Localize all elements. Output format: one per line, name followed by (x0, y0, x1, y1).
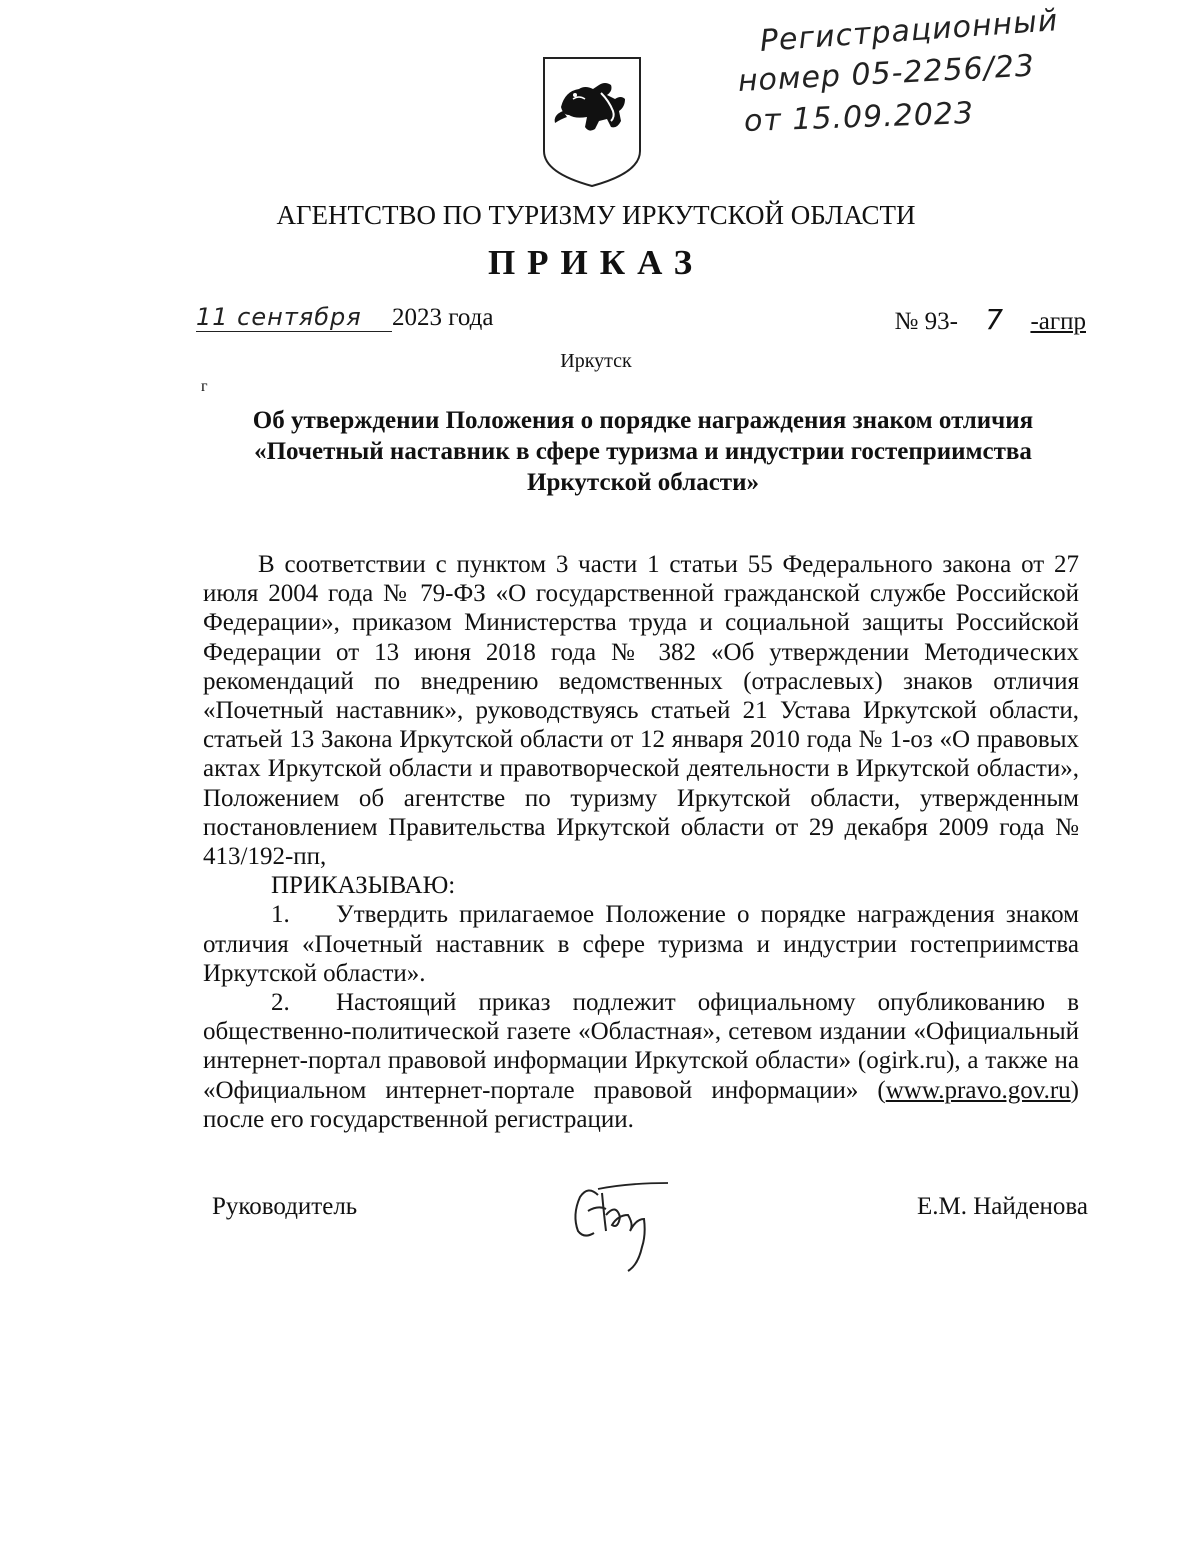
order-item-1-number: 1. (271, 901, 290, 929)
document-title-line2: «Почетный наставник в сфере туризма и индустрии гостеприимства (254, 438, 1032, 465)
order-item-2 (203, 988, 1079, 1134)
city: Иркутск (560, 350, 632, 372)
document-title-line1: Об утверждении Положения о порядке награждения знаком отличия (252, 407, 1034, 434)
order-item-2-text-end: ) после его государственной регистрации. (203, 1076, 1079, 1133)
signatory-role: Руководитель (212, 1193, 358, 1220)
order-number-suffix: -агпр (1030, 308, 1086, 335)
pravo-gov-link[interactable]: www.pravo.gov.ru (885, 1076, 1071, 1104)
irkutsk-coat-of-arms-emblem (541, 55, 643, 189)
order-item-1 (203, 900, 1079, 988)
date-number-row (196, 303, 1086, 339)
order-item-1-text: Утвердить прилагаемое Положение о порядке награждения знаком отличия «Почетный наставник в сфере туризма и индустрии гостеприимства Иркутской области». (203, 901, 1079, 987)
order-number-handwritten: 7 (985, 303, 1004, 336)
order-item-2-number: 2. (271, 989, 290, 1017)
stray-mark: г (201, 378, 208, 395)
signatory-name: Е.М. Найденова (916, 1193, 1088, 1220)
agency-name: АГЕНТСТВО ПО ТУРИЗМУ ИРКУТСКОЙ ОБЛАСТИ (276, 200, 916, 230)
registration-note-line1: Регистрационный (758, 3, 1060, 59)
document-body (203, 550, 1079, 1134)
order-number-prefix: № 93- (894, 308, 958, 335)
order-title: ПРИКАЗ (487, 243, 705, 282)
handwritten-signature (558, 1175, 678, 1275)
document-title-line3: Иркутской области» (527, 469, 759, 496)
registration-note-line3: от 15.09.2023 (743, 95, 975, 139)
registration-note-line2: номер 05-2256/23 (737, 48, 1036, 99)
order-word: ПРИКАЗЫВАЮ: (271, 872, 456, 900)
order-number (895, 303, 1087, 336)
preamble-paragraph: В соответствии с пунктом 3 части 1 статьи 55 Федерального закона от 27 июля 2004 года № 79-ФЗ «О государственной гражданской службе Российской Федерации», приказом Министерства труда и социальной защиты Российской Федерации от 13 июня 2018 года № 382 «Об утверждении Методических рекомендаций по внедрению ведомственных (отраслевых) знаков отличия «Почетный наставник», руководствуясь статьей 21 Устава Иркутской области, статьей 13 Закона Иркутской области от 12 января 2010 года № 1-оз «О правовых актах Иркутской области и правотворческой деятельности в Иркутской области», Положением об агентстве по туризму Иркутской области, утвержденным постановлением Правительства Иркутской области от 29 декабря 2009 года № 413/192-пп, (203, 551, 1079, 871)
order-item-2-text: Настоящий приказ подлежит официальному опубликованию в общественно-политической газете «Областная», сетевом издании «Официальный интернет-портал правовой информации Иркутской области» (ogirk.ru), а также на «Официальном интернет-портале правовой информации» ( (203, 989, 1079, 1104)
registration-note-handwritten (730, 3, 1150, 142)
date-year: 2023 года (392, 304, 494, 331)
date-handwritten: 11 сентября (196, 303, 392, 332)
document-title (200, 405, 1086, 498)
